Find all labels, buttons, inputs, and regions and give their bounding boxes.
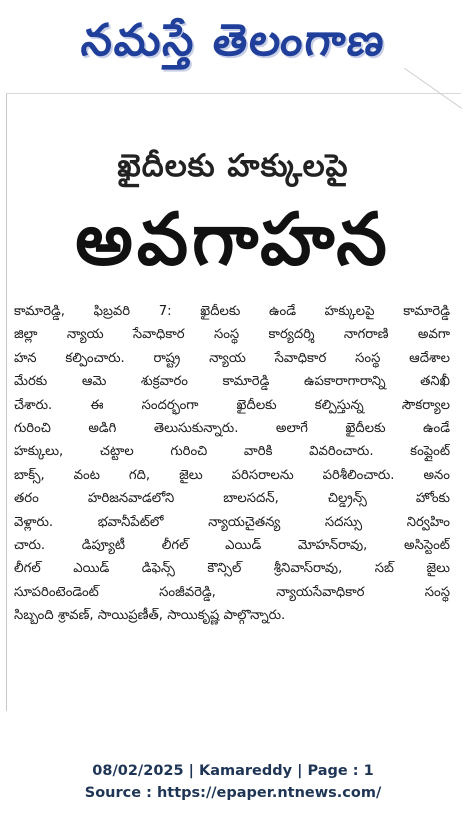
footer-source: Source : https://epaper.ntnews.com/	[84, 785, 382, 801]
article-kicker: ఖైదీలకు హక్కులపై	[117, 148, 349, 184]
article-body-line: మేరకు ఆమె శుక్రవారం కామారెడ్డి ఉపకారాగారాన్ని తనిఖీ	[14, 374, 450, 390]
article-body-line: హన కల్పించారు. రాష్ట్ర న్యాయ సేవాధికార సంస్థ ఆదేశాల	[14, 350, 450, 366]
article-body-line: సిబ్బంది శ్రావణ్, సాయిప్రణీత్, సాయికృష్ణ పాల్గొన్నారు.	[14, 608, 286, 624]
article-headline: అవగాహన	[75, 197, 391, 281]
footer-dateline: 08/02/2025 | Kamareddy | Page : 1	[92, 763, 374, 779]
article-body-line: లీగల్ ఎయిడ్ డిఫెన్స్ కౌన్సిల్ శ్రీనివాస్‌రావు, సబ్ జైలు	[14, 561, 450, 577]
article-body-line: చేశారు. ఈ సందర్భంగా ఖైదీలకు కల్పిస్తున్న సౌకర్యాల	[14, 397, 450, 413]
article-body-line: హక్కులు, చట్టాల గురించి వారికి వివరించారు. కంప్లైంట్	[14, 444, 450, 460]
article-body-line: గురించి అడిగి తెలుసుకున్నారు. అలాగే ఖైదీలకు ఉండే	[14, 420, 450, 436]
article-body-line: వెళ్లారు. భవానీపేట్‌లో న్యాయచైతన్య సదస్సు నిర్వహిం	[14, 514, 450, 530]
article-body-line: తరం హరిజనవాడలోని బాలసదన్, చిల్డ్రన్స్ హోంకు	[14, 491, 450, 507]
footer	[0, 760, 466, 804]
article-body-line: కామారెడ్డి, ఫిబ్రవరి 7: ఖైదీలకు ఉండే హక్కులపై కామారెడ్డి	[14, 304, 450, 319]
article-body-line: సూపరింటెండెంట్ సంజీవరెడ్డి, న్యాయసేవాధికార సంస్థ	[14, 584, 450, 600]
article-body-line: చారు. డిప్యూటీ లీగల్ ఎయిడ్ మోహన్‌రావు, అసిస్టెంట్	[14, 537, 450, 553]
article-body-line: బాక్స్, వంట గది, జైలు పరిసరాలను పరిశీలించారు. అనం	[14, 467, 450, 483]
newspaper-logo: నమస్తే తెలంగాణ	[78, 15, 389, 66]
article-body-line: జిల్లా న్యాయ సేవాధికార సంస్థ కార్యదర్శి నాగరాణి అవగా	[14, 327, 450, 343]
article-body	[14, 300, 450, 627]
